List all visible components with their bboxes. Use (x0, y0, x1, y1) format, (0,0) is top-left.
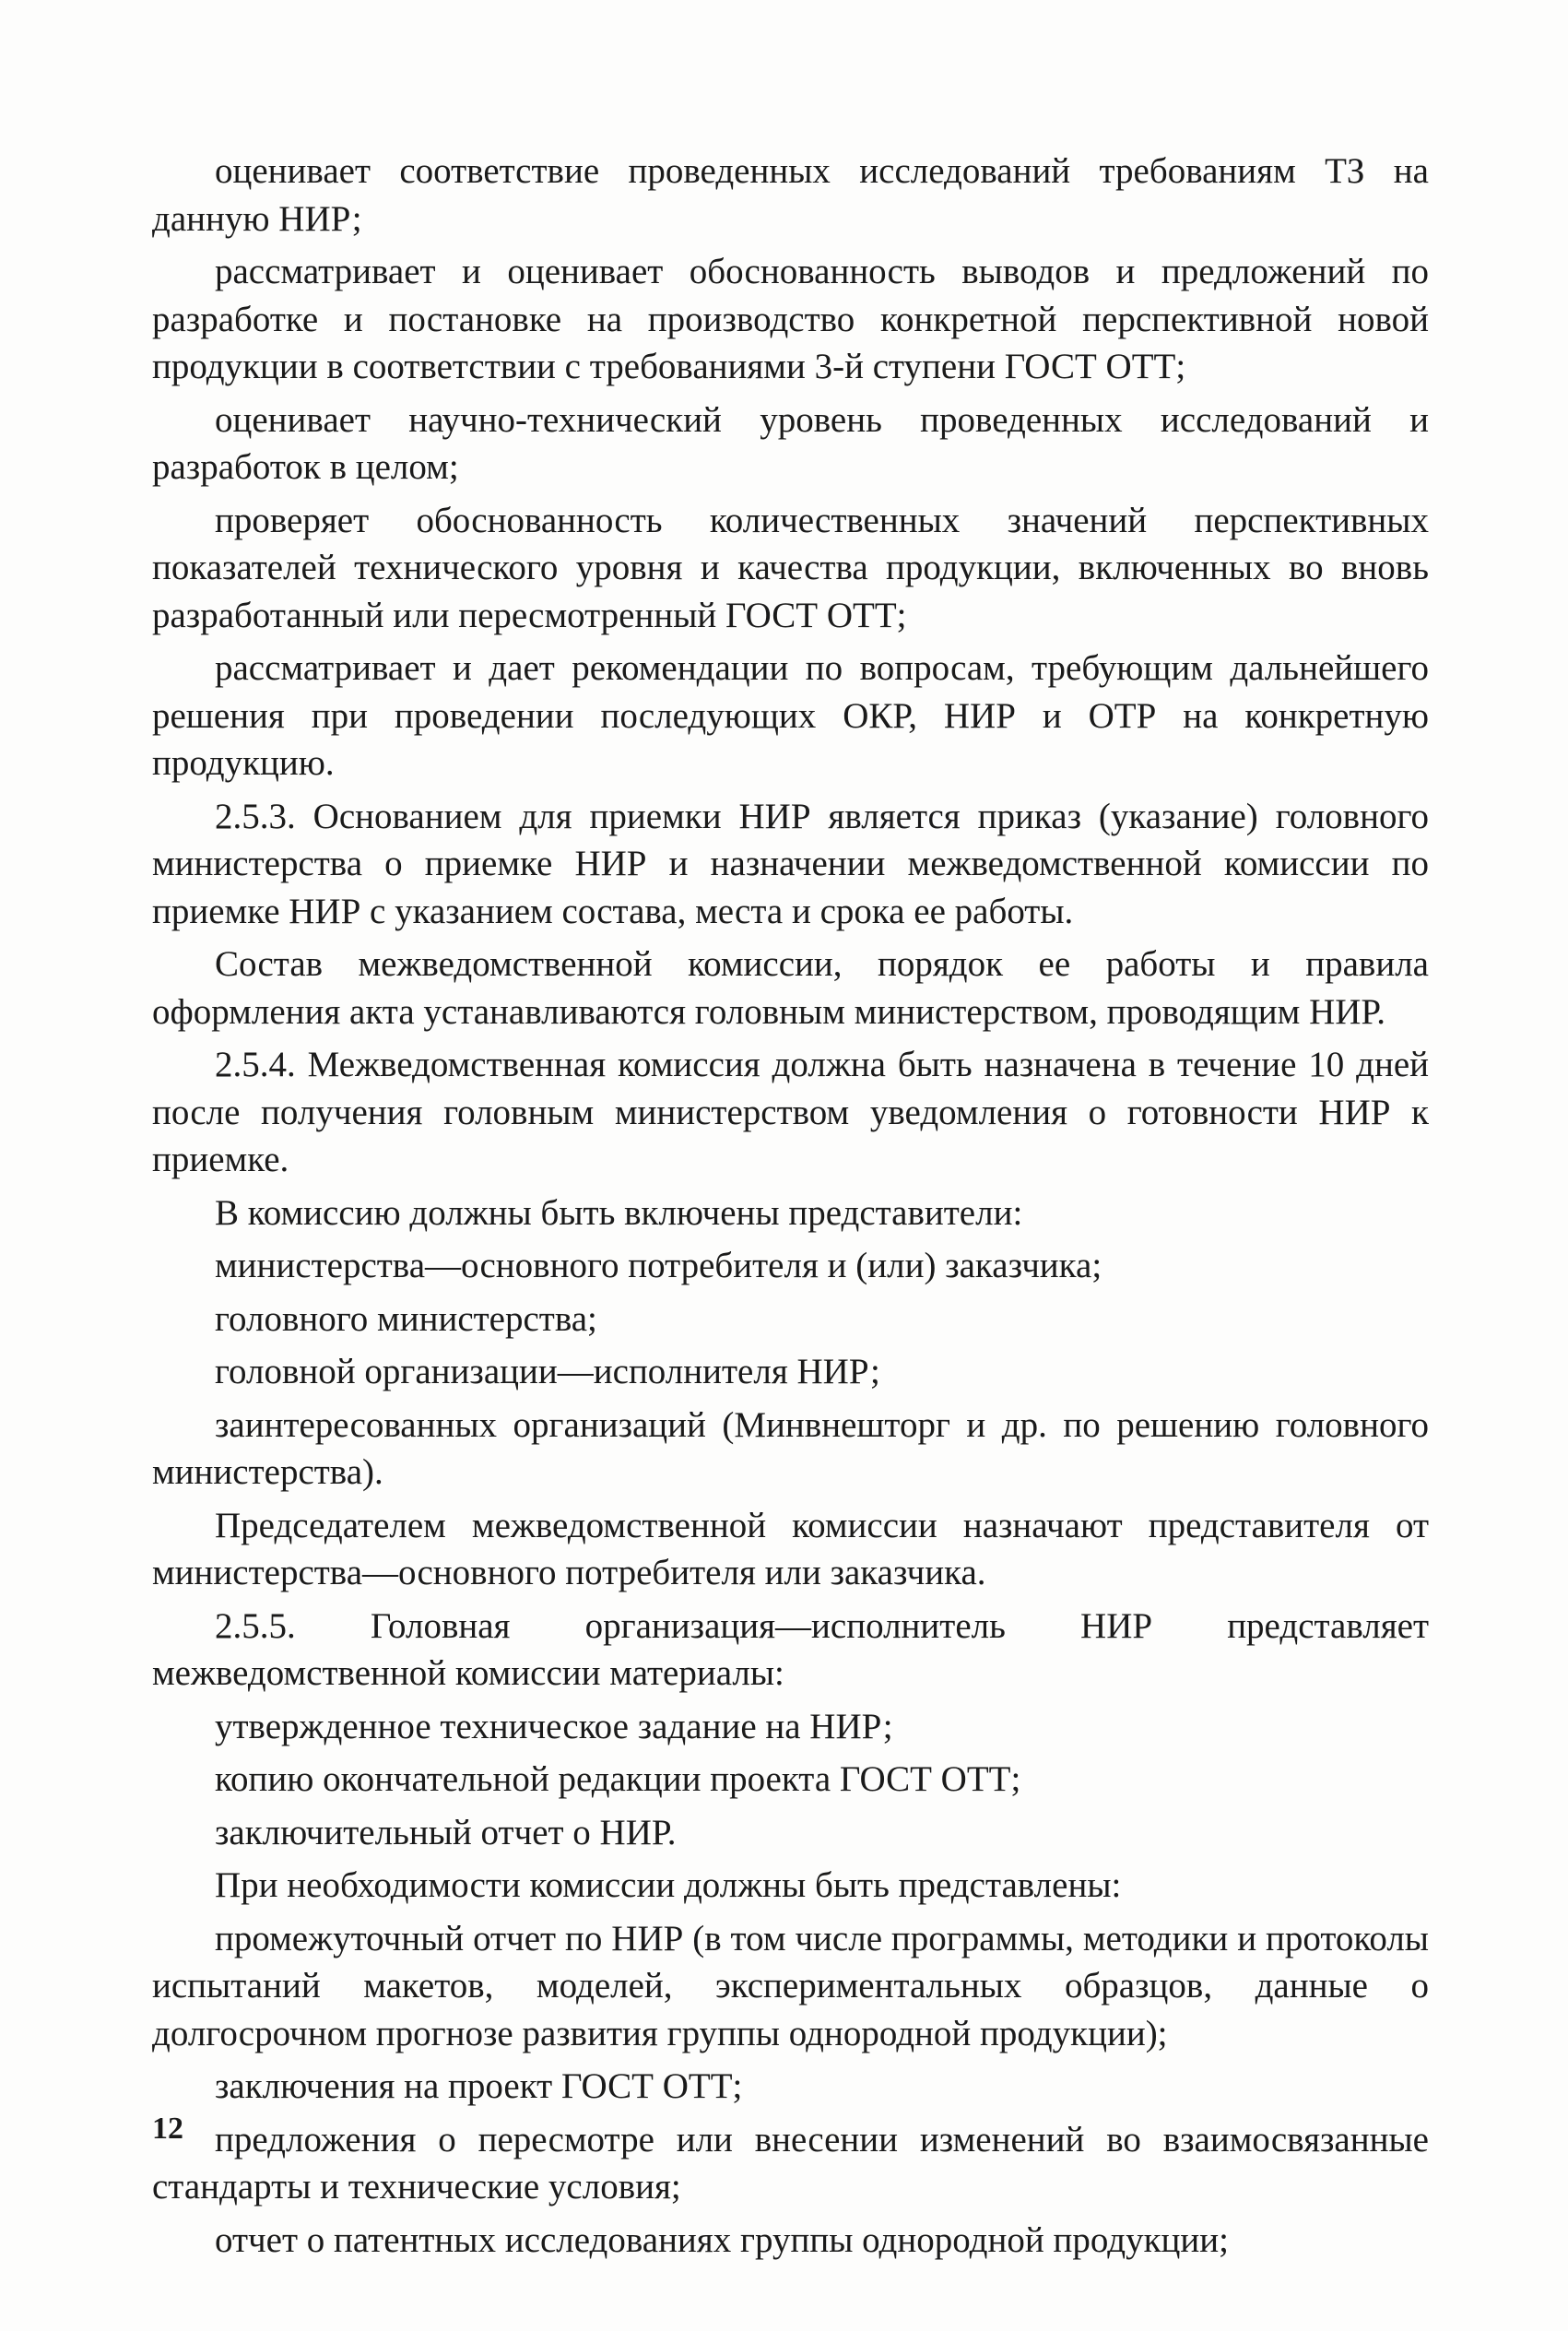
list-item: копию окончательной редакции проекта ГОСТ ОТТ; (215, 1759, 1021, 1799)
paragraph: Состав межведомственной комиссии, порядок ее работы и правила оформления акта устанавливаются головным министерством, проводящим НИР. (152, 944, 1429, 1032)
paragraph: 2.5.4. Межведомственная комиссия должна быть назначена в течение 10 дней после получения головным министерством уведомления о готовности НИР к приемке. (152, 1045, 1429, 1179)
list-item: промежуточный отчет по НИР (в том числе программы, методики и протоколы испытаний макетов, моделей, экспериментальных образцов, данные о долгосрочном прогнозе развития группы однородной продукции); (152, 1918, 1429, 2053)
paragraph: Председателем межведомственной комиссии назначают представителя от министерства—основного потребителя или заказчика. (152, 1505, 1429, 1592)
list-item: предложения о пересмотре или внесении изменений во взаимосвязанные стандарты и технические условия; (152, 2119, 1429, 2207)
list-item: заключения на проект ГОСТ ОТТ; (215, 2066, 743, 2106)
paragraph: В комиссию должны быть включены представители: (215, 1192, 1023, 1233)
paragraph: проверяет обоснованность количественных значений перспективных показателей технического уровня и качества продукции, включенных во вновь разработанный или пересмотренный ГОСТ ОТТ; (152, 500, 1429, 635)
list-item: головной организации—исполнителя НИР; (215, 1352, 880, 1391)
paragraph: 2.5.3. Основанием для приемки НИР является приказ (указание) головного министерства о приемке НИР и назначении межведомственной комиссии по приемке НИР с указанием состава, места и срока ее работы. (152, 796, 1429, 931)
list-item: утвержденное техническое задание на НИР; (215, 1706, 893, 1746)
list-item: заинтересованных организаций (Минвнешторг и др. по решению головного министерства). (152, 1404, 1429, 1492)
paragraph: оценивает научно-технический уровень проведенных исследований и разработок в целом; (152, 399, 1429, 487)
paragraph: 2.5.5. Головная организация—исполнитель НИР представляет межведомственной комиссии материалы: (152, 1605, 1429, 1693)
list-item: заключительный отчет о НИР. (215, 1812, 677, 1852)
paragraph: рассматривает и дает рекомендации по вопросам, требующим дальнейшего решения при проведении последующих ОКР, НИР и ОТР на конкретную продукцию. (152, 648, 1429, 783)
paragraph: При необходимости комиссии должны быть представлены: (215, 1865, 1122, 1905)
paragraph: оценивает соответствие проведенных исследований требованиям ТЗ на данную НИР; (152, 151, 1429, 239)
list-item: министерства—основного потребителя и (или) заказчика; (215, 1246, 1102, 1285)
body-text (152, 148, 1429, 2269)
page-number: 12 (152, 2112, 183, 2146)
list-item: головного министерства; (215, 1298, 597, 1339)
paragraph: рассматривает и оценивает обоснованность выводов и предложений по разработке и постановке на производство конкретной перспективной новой продукции в соответствии с требованиями 3-й ступени ГОСТ ОТТ; (152, 252, 1429, 386)
list-item: отчет о патентных исследованиях группы однородной продукции; (215, 2219, 1229, 2260)
